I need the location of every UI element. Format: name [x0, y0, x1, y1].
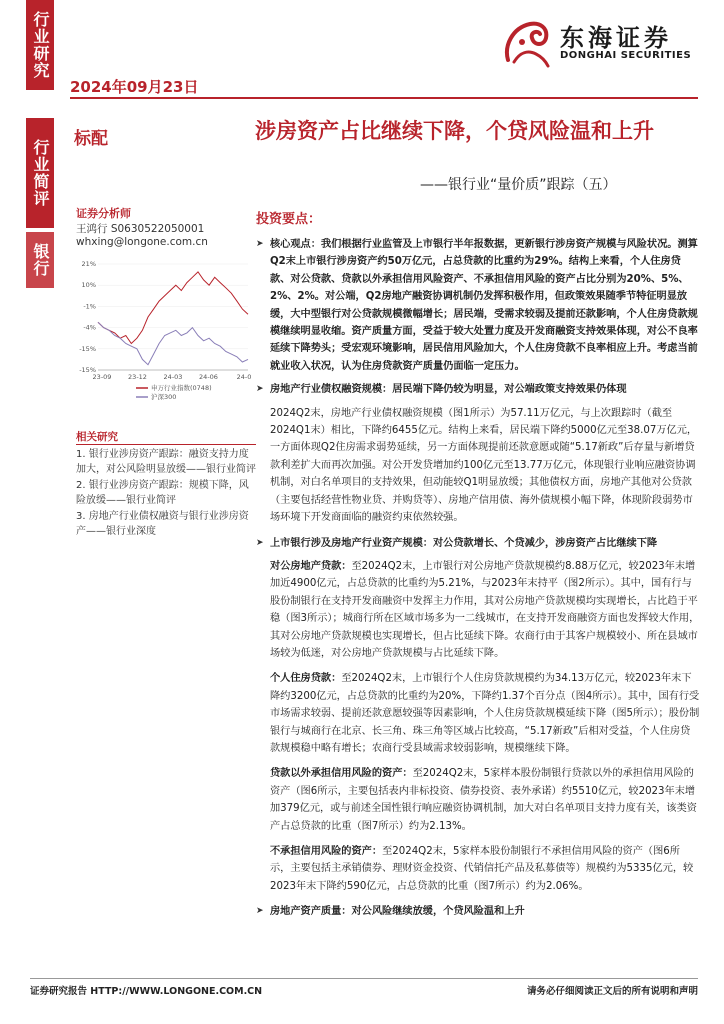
- corporate-loan-paragraph: [256, 558, 700, 662]
- corporate-loan-text: 至2024Q2末，上市银行对公房地产贷款规模约8.88万亿元，较2023年末增加近4900亿元，占总贷款的比重约为5.21%，与2023年末持平（图2所示）。其中，国有行与股份制银行在支持开发商融资中发挥主力作用，其对公房地产贷款规模均实现增长，占比趋于平稳（图3所示）；城商行所在区域市场多为一二线城市，在支持开发商融资方面也发挥较大作用，其对公房地产贷款规模也实现增长，但占比延续下降。农商行由于其客户规模较小、所在县域市场较为低迷，对公房地产贷款规模与占比延续下降。: [270, 560, 700, 659]
- footer-divider: [30, 978, 698, 979]
- side-tab-bank: 银行: [26, 232, 54, 288]
- footer-disclaimer: 请务必仔细阅读正文后的所有说明和声明: [526, 986, 698, 997]
- company-logo: [500, 16, 700, 72]
- industry-rating: 标配: [74, 129, 108, 149]
- chart-legend-label: 沪深300: [151, 393, 177, 401]
- non-risk-paragraph: [256, 843, 700, 895]
- chart-x-tick-label: 23-09: [92, 373, 112, 381]
- analyst-name: 王鸿行 S0630522050001: [76, 223, 205, 235]
- header-divider: [70, 97, 698, 99]
- corporate-loan-label: 对公房地产贷款：: [270, 560, 352, 572]
- chart-y-tick-label: -15%: [79, 344, 96, 353]
- personal-loan-paragraph: [256, 670, 700, 757]
- outside-loan-text: 至2024Q2末，5家样本股份制银行贷款以外的承担信用风险的资产（图6所示，主要包括表内非标投资、债券投资、表外承诺）约5510亿元，较2023年末增加379亿元，或与前述全国性银行响应融资协调机制，加大对白名单项目支持力度有关，该类资产占总贷款的比重（图7所示）约为2.13%。: [270, 768, 697, 832]
- chart-series-line: [98, 322, 248, 364]
- chart-y-tick-label: -15%: [79, 366, 96, 374]
- chart-x-tick-label: 24-06: [199, 373, 218, 381]
- core-view-bullet: [256, 236, 700, 375]
- related-research-list: [76, 447, 256, 540]
- side-tab-industry-brief: 行业简评: [26, 118, 54, 228]
- logo-english-name: DONGHAI SECURITIES: [560, 50, 692, 61]
- bond-financing-text: 2024Q2末，房地产行业债权融资规模（图1所示）为57.11万亿元，与上次跟踪时（截至2024Q1末）相比，下降约6455亿元。结构上来看，居民端下降约5000亿元至38.07万亿元，一方面体现Q2住房需求弱势延续，另一方面体现提前还款意愿或随“5.17新政”后存量与新增贷款利差扩大而再次加强。对公开发贷增加约100亿元至13.77万亿元，体现银行业响应融资协调机制，对白名单项目的支持效果，但动能较Q1明显放缓；其他债权方面，房地产其他对公贷款（主要包括经营性物业贷、并购贷等）、房地产信用债、海外债规模小幅下降，体现阶段弱势市场环境下开发商面临的融资约束依然较强。: [270, 407, 698, 524]
- chart-x-tick-label: 24-03: [163, 373, 183, 381]
- asset-quality-heading: ➤ 房地产资产质量：对公风险继续放缓，个贷风险温和上升: [256, 903, 700, 920]
- footer-website[interactable]: 证券研究报告 HTTP://WWW.LONGONE.COM.CN: [30, 986, 263, 997]
- chart-x-tick-label: 23-12: [128, 373, 147, 381]
- analyst-label: 证券分析师: [76, 207, 131, 220]
- non-risk-label: 不承担信用风险的资产：: [270, 846, 383, 857]
- related-item[interactable]: 1. 银行业涉房资产跟踪：融资支持力度加大，对公风险明显放缓——银行业简评: [76, 449, 256, 475]
- key-points-title: 投资要点：: [256, 212, 322, 227]
- outside-loan-paragraph: [256, 765, 700, 835]
- chart-series-line: [98, 272, 248, 344]
- logo-emblem-icon: [500, 16, 554, 70]
- core-view-text: 我们根据行业监管及上市银行半年报数据，更新银行涉房资产规模与风险状况。测算Q2末上市银行涉房资产约50万亿元，占总贷款的比重约为29%。结构上来看，个人住房贷款、对公贷款、贷款以外承担信用风险资产、不承担信用风险的资产占比分别为20%、5%、2%、2%。对公端，Q2房地产融资协调机制仍发挥积极作用，但政策效果随季节特征明显放缓，大中型银行对公贷款规模微幅增长；居民端，受需求较弱及提前还款影响，个人住房贷款规模继续明显收缩。资产质量方面，受益于较大处置力度及开发商融资支持效果体现，对公不良率延续下降势头；受宏观环境影响，居民信用风险加大，个人住房贷款不良率相应上升。考虑当前就业收入状况，认为住房贷款资产质量仍面临一定压力。: [270, 239, 698, 372]
- report-body: [256, 236, 700, 927]
- outside-loan-label: 贷款以外承担信用风险的资产：: [270, 768, 413, 780]
- personal-loan-label: 个人住房贷款：: [270, 673, 342, 685]
- analyst-email[interactable]: whxing@longone.com.cn: [76, 236, 208, 248]
- core-view-label: 核心观点：: [270, 239, 321, 250]
- chart-x-tick-label: 24-0: [236, 373, 252, 381]
- report-title: 涉房资产占比继续下降，个贷风险温和上升: [255, 119, 654, 143]
- chart-y-tick-label: 21%: [81, 260, 96, 268]
- chart-y-tick-label: -4%: [83, 323, 96, 332]
- related-divider: [76, 444, 256, 445]
- bond-financing-heading: ➤ 房地产行业债权融资规模：居民端下降仍较为明显，对公端政策支持效果仍体现: [256, 381, 700, 398]
- related-item[interactable]: 2. 银行业涉房资产跟踪：规模下降，风险放缓——银行业简评: [76, 480, 249, 506]
- non-risk-text: 至2024Q2末，5家样本股份制银行不承担信用风险的资产（图6所示，主要包括主承销债券、理财资金投资、代销信托产品及私募债等）规模约为5335亿元，较2023年末下降约590亿元，占总贷款的比重（图7所示）约为2.06%。: [270, 846, 694, 892]
- side-tab-industry-research: 行业研究: [26, 0, 54, 90]
- chart-y-tick-label: -1%: [83, 302, 96, 311]
- personal-loan-text: 至2024Q2末，上市银行个人住房贷款规模约为34.13万亿元，较2023年末下降约3200亿元，占总贷款的比重约为20%，下降约1.37个百分点（图4所示）。其中，国有行受市场需求较弱、提前还款意愿较强等因素影响，个人住房贷款规模延续下降（图5所示）；股份制银行与城商行在北京、长三角、珠三角等区域占比较高，“5.17新政”后相对受益，个人住房贷款规模稳中略有增长；农商行受县域需求较弱影响，规模继续下降。: [270, 673, 700, 754]
- related-research-title: 相关研究: [76, 431, 118, 443]
- related-item[interactable]: 3. 房地产行业债权融资与银行业涉房资产——银行业深度: [76, 511, 249, 537]
- performance-chart: [76, 258, 256, 408]
- logo-chinese-name: 东海证券: [560, 24, 672, 52]
- chart-y-tick-label: 10%: [81, 281, 96, 290]
- report-subtitle: ——银行业“量价质”跟踪（五）: [420, 177, 617, 193]
- report-date: 2024年09月23日: [70, 78, 199, 96]
- listed-bank-heading: ➤ 上市银行涉及房地产行业资产规模：对公贷款增长、个贷减少，涉房资产占比继续下降: [256, 535, 700, 552]
- chart-legend-label: 申万行业指数(0748): [151, 384, 212, 392]
